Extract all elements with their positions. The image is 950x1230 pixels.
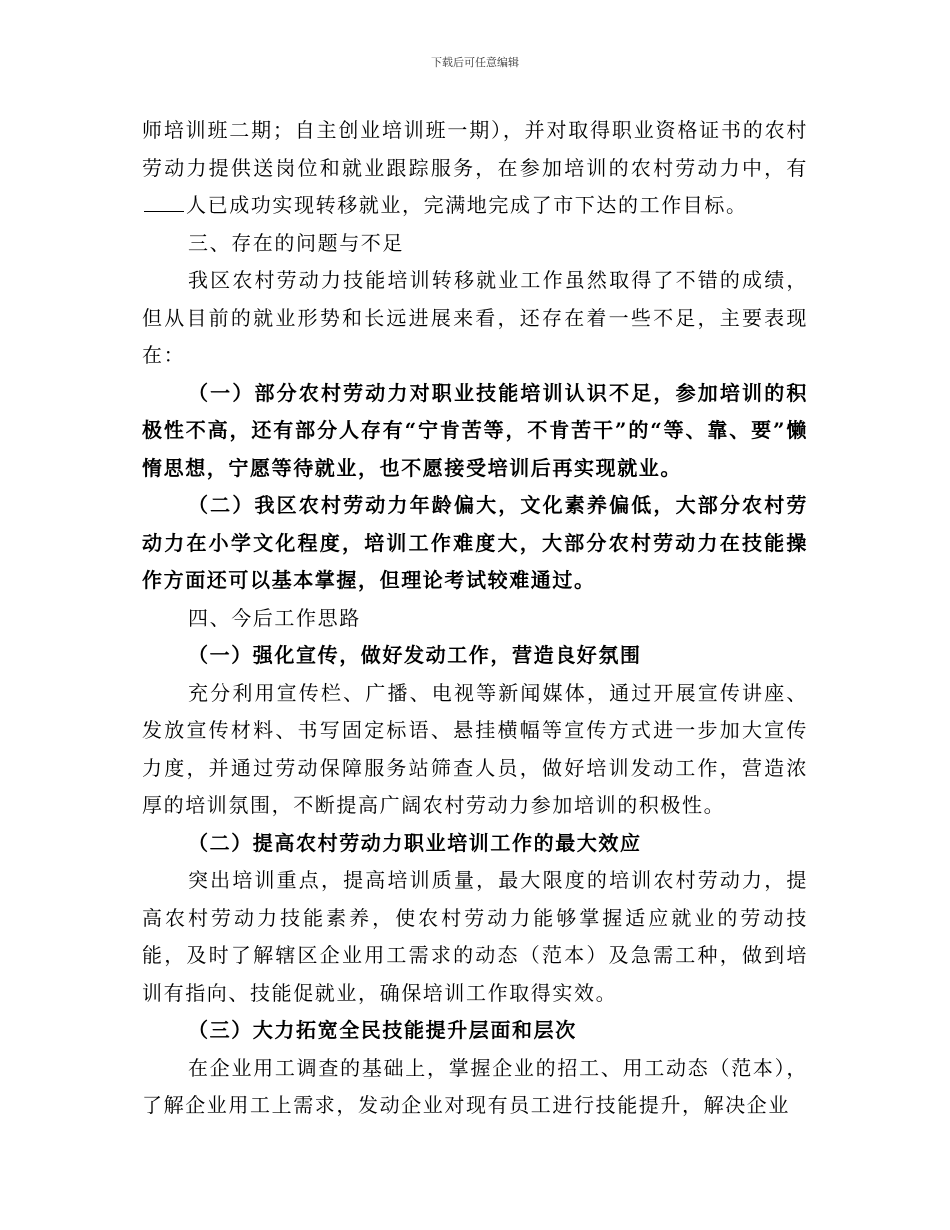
- paragraph-publicity: 充分利用宣传栏、广播、电视等新闻媒体，通过开展宣传讲座、发放宣传材料、书写固定标语、悬挂横幅等宣传方式进一步加大宣传力度，并通过劳动保障服务站筛查人员，做好培训发动工作，营造浓厚的培训氛围，不断提高广阔农村劳动力参加培训的积极性。: [142, 680, 808, 817]
- section-heading-problems: 三、存在的问题与不足: [188, 230, 404, 255]
- subheading-effectiveness: （二）提高农村劳动力职业培训工作的最大效应: [188, 830, 642, 855]
- section-heading-future: 四、今后工作思路: [188, 605, 361, 630]
- page-header: 下载后可任意编辑: [431, 56, 519, 69]
- paragraph-text: 人已成功实现转移就业，完满地完成了市下达的工作目标。: [186, 193, 748, 217]
- subheading-skills: （三）大力拓宽全民技能提升层面和层次: [188, 1018, 577, 1042]
- paragraph-text: 师培训班二期；自主创业培训班一期），并对取得职业资格证书的农村劳动力提供送岗位和就业跟踪服务，在参加培训的农村劳动力中，有: [142, 118, 808, 180]
- blank-underline: [144, 197, 184, 212]
- document-body: [142, 112, 808, 1125]
- paragraph-problem-1: （一）部分农村劳动力对职业技能培训认识不足，参加培训的积极性不高，还有部分人存有“宁肯苦等，不肯苦干”的“等、靠、要”懒惰思想，宁愿等待就业，也不愿接受培训后再实现就业。: [142, 380, 808, 480]
- paragraph-problems-intro: 我区农村劳动力技能培训转移就业工作虽然取得了不错的成绩，但从目前的就业形势和长远进展来看，还存在着一些不足，主要表现在：: [142, 268, 808, 367]
- paragraph-skills: 在企业用工调查的基础上，掌握企业的招工、用工动态（范本），了解企业用工上需求，发动企业对现有员工进行技能提升，解决企业: [142, 1055, 808, 1117]
- subheading-publicity: （一）强化宣传，做好发动工作，营造良好氛围: [188, 643, 642, 667]
- paragraph-training-results: [142, 112, 808, 225]
- paragraph-problem-2: （二）我区农村劳动力年龄偏大，文化素养偏低，大部分农村劳动力在小学文化程度，培训工作难度大，大部分农村劳动力在技能操作方面还可以基本掌握，但理论考试较难通过。: [142, 493, 808, 592]
- paragraph-effectiveness: 突出培训重点，提高培训质量，最大限度的培训农村劳动力，提高农村劳动力技能素养，使农村劳动力能够掌握适应就业的劳动技能，及时了解辖区企业用工需求的动态（范本）及急需工种，做到培训有指向、技能促就业，确保培训工作取得实效。: [142, 868, 808, 1005]
